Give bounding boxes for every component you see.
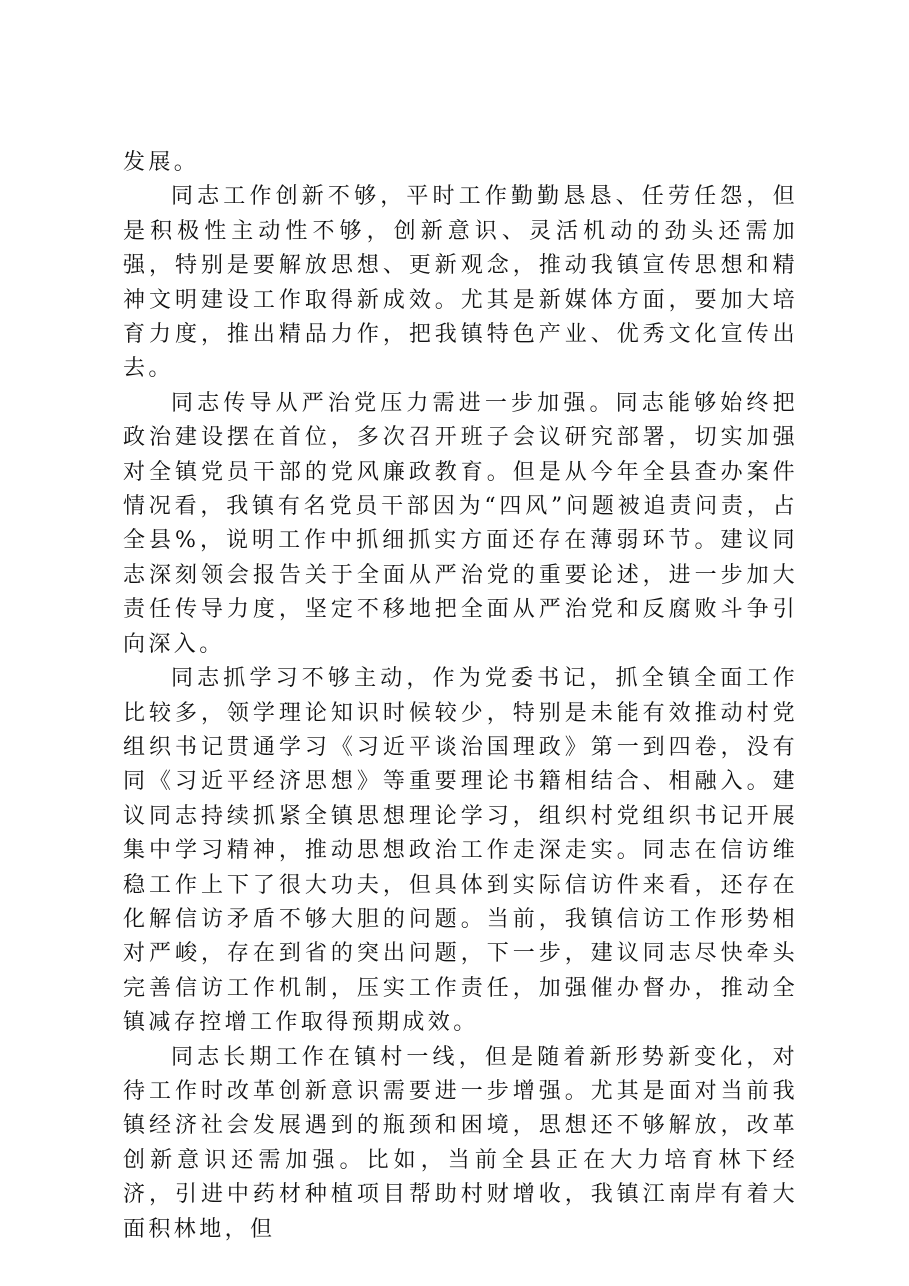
paragraph-continuation: 发展。 bbox=[123, 150, 200, 175]
paragraph-party-discipline: 同志传导从严治党压力需进一步加强。同志能够始终把政治建设摆在首位，多次召开班子会议研究部署，切实加强对全镇党员干部的党风廉政教育。但是从今年全县查办案件情况看，我镇有名党员干部因为“四风”问题被追责问责，占全县%，说明工作中抓细抓实方面还存在薄弱环节。建议同志深刻领会报告关于全面从严治党的重要论述，进一步加大责任传导力度，坚定不移地把全面从严治党和反腐败斗争引向深入。 bbox=[123, 390, 798, 657]
paragraph-innovation: 同志工作创新不够，平时工作勤勤恳恳、任劳任怨，但是积极性主动性不够，创新意识、灵活机动的劲头还需加强，特别是要解放思想、更新观念，推动我镇宣传思想和精神文明建设工作取得新成效。尤其是新媒体方面，要加大培育力度，推出精品力作，把我镇特色产业、优秀文化宣传出去。 bbox=[123, 184, 798, 382]
paragraph-study-and-petition: 同志抓学习不够主动，作为党委书记，抓全镇全面工作比较多，领学理论知识时候较少，特别是未能有效推动村党组织书记贯通学习《习近平谈治国理政》第一到四卷，没有同《习近平经济思想》等重要理论书籍相结合、相融入。建议同志持续抓紧全镇思想理论学习，组织村党组织书记开展集中学习精神，推动思想政治工作走深走实。同志在信访维稳工作上下了很大功夫，但具体到实际信访件来看，还存在化解信访矛盾不够大胆的问题。当前，我镇信访工作形势相对严峻，存在到省的突出问题，下一步，建议同志尽快牵头完善信访工作机制，压实工作责任，加强催办督办，推动全镇减存控增工作取得预期成效。 bbox=[123, 666, 798, 1036]
document-body bbox=[123, 146, 798, 1247]
paragraph-reform-awareness: 同志长期工作在镇村一线，但是随着新形势新变化，对待工作时改革创新意识需要进一步增强。尤其是面对当前我镇经济社会发展遇到的瓶颈和困境，思想还不够解放，改革创新意识还需加强。比如，当前全县正在大力培育林下经济，引进中药材种植项目帮助村财增收，我镇江南岸有着大面积林地，但 bbox=[123, 1044, 798, 1242]
